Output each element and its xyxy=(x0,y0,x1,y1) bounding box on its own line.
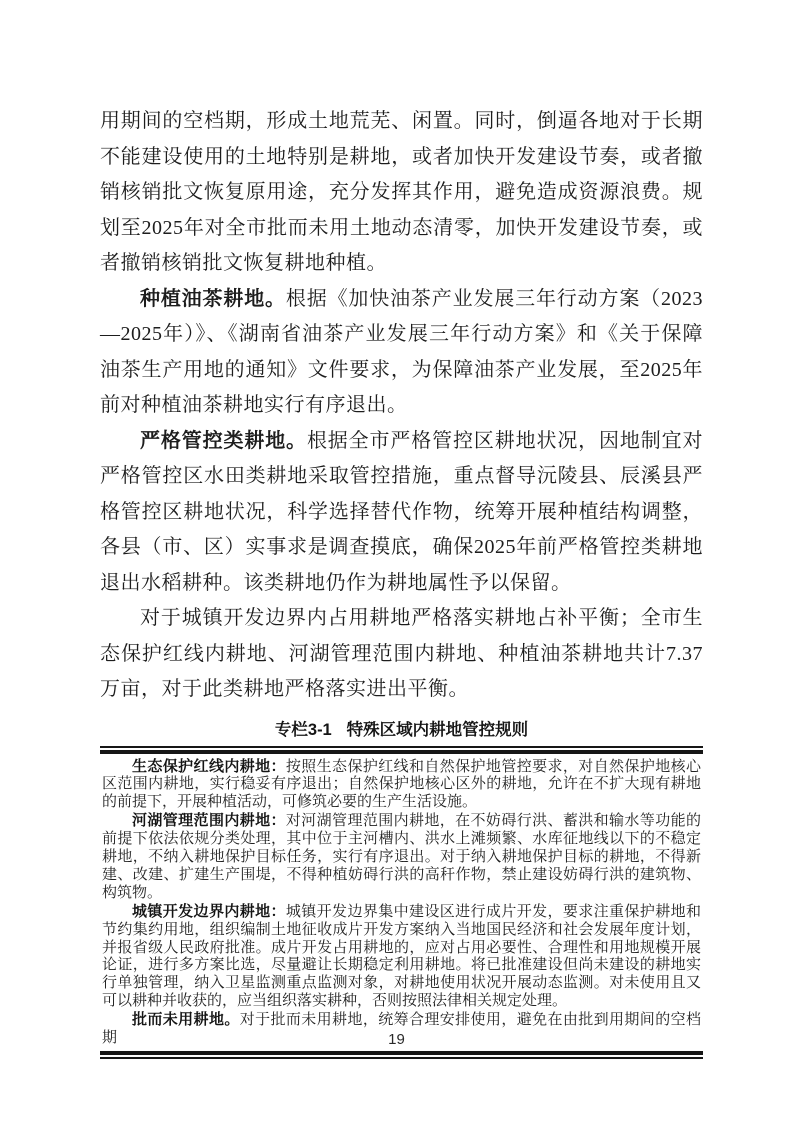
paragraph-text: 根据全市严格管控区耕地状况，因地制宜对严格管控区水田类耕地采取管控措施，重点督导沅陵县、辰溪县严格管控区耕地状况，科学选择替代作物，统筹开展种植结构调整，各县（市、区）实事求是调查摸底，确保2025年前严格管控类耕地退出水稻耕种。该类耕地仍作为耕地属性予以保留。 xyxy=(100,429,704,594)
box-item-text: 对河湖管理范围内耕地，在不妨碍行洪、蓄洪和输水等功能的前提下依法依规分类处理，其中位于主河槽内、洪水上滩频繁、水库征地线以下的不稳定耕地，不纳入耕地保护目标任务，实行有序退出。对于纳入耕地保护目标的耕地，不得新建、改建、扩建生产围堤，不得种植妨碍行洪的高秆作物，禁止建设妨碍行洪的建筑物、构筑物。 xyxy=(102,813,701,901)
paragraph-text: 根据《加快油茶产业发展三年行动方案（2023—2025年）》、《湖南省油茶产业发展三年行动方案》和《关于保障油茶生产用地的通知》文件要求，为保障油茶产业发展，至2025年前对种植油茶耕地实行有序退出。 xyxy=(100,287,704,416)
box-item-lead: 城镇开发边界内耕地： xyxy=(132,902,286,920)
box-item-lead: 生态保护红线内耕地： xyxy=(132,757,286,775)
page-number: 19 xyxy=(388,1031,405,1048)
page-content xyxy=(100,104,703,1059)
paragraph-lead: 严格管控类耕地。 xyxy=(140,429,307,452)
paragraph-lead: 种植油茶耕地。 xyxy=(140,287,286,310)
paragraph-text: 对于城镇开发边界内占用耕地严格落实耕地占补平衡；全市生态保护红线内耕地、河湖管理范围内耕地、种植油茶耕地共计7.37万亩，对于此类耕地严格落实进出平衡。 xyxy=(100,607,703,700)
body-paragraph-4 xyxy=(100,601,703,708)
box-top-rule xyxy=(100,746,703,754)
box-item-river-lake xyxy=(102,812,701,903)
box-body xyxy=(100,754,703,1052)
rule-thick-line xyxy=(100,1051,703,1055)
box-item-ecological-redline xyxy=(102,758,701,813)
body-paragraph-3 xyxy=(100,424,703,602)
box-item-text: 城镇开发边界集中建设区进行成片开发，要求注重保护耕地和节约集约用地，组织编制土地征收成片开发方案纳入当地国民经济和社会发展年度计划，并报省级人民政府批准。成片开发占用耕地的，应对占用必要性、合理性和用地规模开展论证，进行多方案比选，尽量避让长期稳定利用耕地。将已批准建设但尚未建设的耕地实行单独管理，纳入卫星监测重点监测对象，对耕地使用状况开展动态监测。对未使用且又可以耕种并收获的，应当组织落实耕种，否则按照法律相关规定处理。 xyxy=(102,903,701,1010)
body-paragraph-1 xyxy=(100,104,703,282)
box-item-text: 对于批而未用耕地，统筹合理安排使用，避免在由批到用期间的空档期 xyxy=(102,1012,701,1047)
paragraph-text: 用期间的空档期，形成土地荒芜、闲置。同时，倒逼各地对于长期不能建设使用的土地特别是耕地，或者加快开发建设节奏，或者撤销核销批文恢复原用途，充分发挥其作用，避免造成资源浪费。规划至2025年对全市批而未用土地动态清零，加快开发建设节奏，或者撤销核销批文恢复耕地种植。 xyxy=(100,110,703,274)
rule-thin-line xyxy=(100,1057,703,1059)
body-paragraph-2 xyxy=(100,282,703,424)
box-title-text: 特殊区域内耕地管控规则 xyxy=(346,720,529,739)
box-item-lead: 批而未用耕地。 xyxy=(132,1011,240,1029)
rule-thin-line xyxy=(100,746,703,748)
box-item-lead: 河湖管理范围内耕地： xyxy=(132,812,286,830)
box-item-urban-boundary xyxy=(102,903,701,1011)
special-zones-column-box xyxy=(100,718,703,1060)
box-label: 专栏3-1 xyxy=(274,720,332,739)
box-bottom-rule xyxy=(100,1051,703,1059)
box-title xyxy=(100,718,703,742)
box-item-text: 按照生态保护红线和自然保护地管控要求，对自然保护地核心区范围内耕地，实行稳妥有序退出；自然保护地核心区外的耕地，允许在不扩大现有耕地的前提下，开展种植活动，可修筑必要的生产生活设施。 xyxy=(102,758,701,811)
